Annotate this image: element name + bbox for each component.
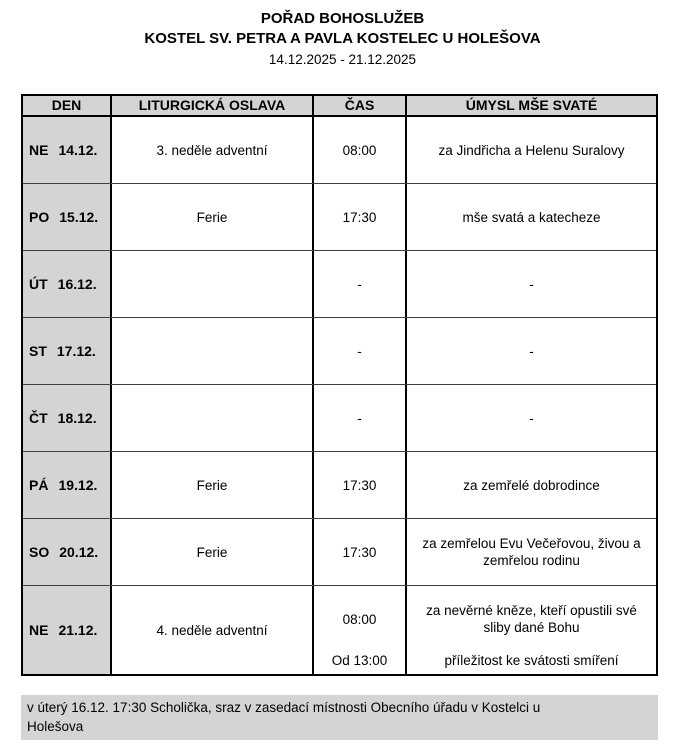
- time-cell: [314, 586, 407, 674]
- intention-cell: za zemřelou Evu Večeřovou, živou a zemřelou rodinu: [422, 536, 641, 568]
- intention-cell: -: [529, 343, 534, 359]
- day-abbrev: NE: [29, 621, 49, 638]
- celebration-cell: Ferie: [112, 519, 314, 585]
- intention-cell: [407, 586, 656, 674]
- day-label: [29, 477, 97, 494]
- time-cell: -: [314, 251, 407, 317]
- intention-cell: za Jindřicha a Helenu Suralovy: [438, 142, 625, 158]
- footer-note: [21, 695, 658, 740]
- intention-primary: za nevěrné kněze, kteří opustili své sliby dané Bohu: [426, 603, 637, 635]
- day-label: [29, 544, 98, 561]
- day-abbrev: PÁ: [29, 476, 49, 493]
- time-cell: 08:00: [314, 117, 407, 183]
- day-cell: [23, 184, 112, 250]
- day-cell: [23, 586, 112, 674]
- day-abbrev: SO: [29, 543, 50, 560]
- intention-cell: mše svatá a katecheze: [462, 209, 601, 225]
- time-cell: -: [314, 385, 407, 451]
- day-label: [29, 209, 98, 226]
- table-row: [23, 184, 656, 251]
- table-row: [23, 251, 656, 318]
- day-abbrev: PO: [29, 208, 50, 225]
- day-cell: [23, 117, 112, 183]
- day-label: [29, 343, 96, 360]
- celebration-cell: 4. neděle adventní: [112, 586, 314, 674]
- day-abbrev: ÚT: [29, 275, 48, 292]
- footer-note-text: v úterý 16.12. 17:30 Scholička, sraz v zasedací místnosti Obecního úřadu v Kostelci u Holešova: [27, 700, 541, 734]
- column-header-umysl: ÚMYSL MŠE SVATÉ: [407, 96, 656, 115]
- day-label: [29, 410, 97, 427]
- time-cell: 17:30: [314, 452, 407, 518]
- table-row: [23, 117, 656, 184]
- day-cell: [23, 251, 112, 317]
- day-cell: [23, 385, 112, 451]
- day-abbrev: NE: [29, 141, 49, 158]
- table-row: [23, 385, 656, 452]
- page-subtitle: KOSTEL SV. PETRA A PAVLA KOSTELEC U HOLEŠOVA: [144, 30, 541, 47]
- table-row: [23, 452, 656, 519]
- intention-cell: za zemřelé dobrodince: [463, 477, 600, 493]
- intention-cell: -: [529, 410, 534, 426]
- celebration-cell: 3. neděle adventní: [112, 117, 314, 183]
- celebration-cell: Ferie: [112, 452, 314, 518]
- day-label: [29, 622, 97, 639]
- schedule-table: [21, 94, 658, 676]
- table-row: [23, 586, 656, 674]
- day-date: 18.12.: [57, 409, 97, 426]
- day-date: 15.12.: [59, 208, 99, 225]
- table-header-row: [23, 96, 656, 117]
- day-abbrev: ČT: [29, 409, 48, 426]
- date-range: 14.12.2025 - 21.12.2025: [268, 52, 417, 67]
- day-date: 21.12.: [58, 621, 98, 638]
- day-date: 19.12.: [58, 476, 98, 493]
- table-row: [23, 318, 656, 385]
- day-abbrev: ST: [29, 342, 47, 359]
- celebration-cell: Ferie: [112, 184, 314, 250]
- column-header-oslava: LITURGICKÁ OSLAVA: [112, 96, 314, 115]
- celebration-cell: [112, 318, 314, 384]
- day-date: 14.12.: [58, 141, 98, 158]
- column-header-den: DEN: [23, 96, 112, 115]
- celebration-cell: [112, 251, 314, 317]
- intention-cell: -: [529, 276, 534, 292]
- day-date: 16.12.: [57, 275, 97, 292]
- time-cell: 17:30: [314, 184, 407, 250]
- time-cell: -: [314, 318, 407, 384]
- day-cell: [23, 519, 112, 585]
- page-title: POŘAD BOHOSLUŽEB: [260, 10, 425, 27]
- time-primary: 08:00: [342, 611, 377, 627]
- day-cell: [23, 318, 112, 384]
- day-date: 20.12.: [59, 543, 99, 560]
- column-header-cas: ČAS: [314, 96, 407, 115]
- day-cell: [23, 452, 112, 518]
- day-label: [29, 276, 97, 293]
- table-row: [23, 519, 656, 586]
- celebration-cell: [112, 385, 314, 451]
- day-date: 17.12.: [56, 342, 96, 359]
- time-secondary: Od 13:00: [331, 653, 388, 668]
- time-cell: 17:30: [314, 519, 407, 585]
- document-header: [0, 0, 685, 69]
- intention-secondary: příležitost ke svátosti smíření: [444, 653, 619, 668]
- day-label: [29, 142, 97, 159]
